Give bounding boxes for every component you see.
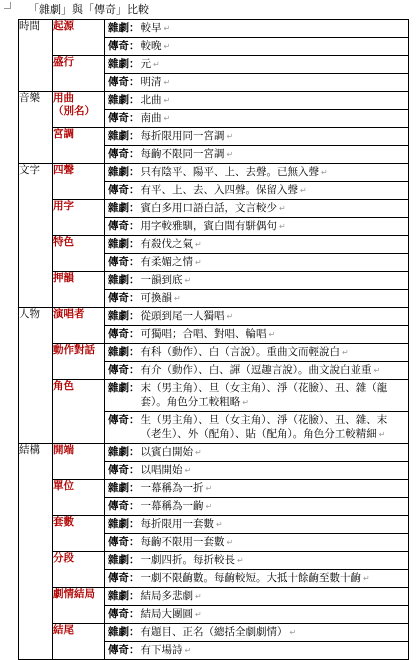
text-chuanqi: 生（男主角）、旦（女主角）、淨（花臉）、丑、雜、末（老生）、外（配角）、貼（配角）。角色分工較精細 ↵ [140, 414, 388, 440]
aspect-name: 結尾 [53, 624, 74, 636]
aspect-cell [53, 624, 105, 660]
aspect-name: 開端 [53, 444, 74, 456]
text-chuanqi: 結局大團圓 ↵ [140, 608, 202, 620]
table-row [19, 552, 409, 588]
category-cell: 文字 [19, 164, 53, 308]
zaju-line [105, 380, 408, 412]
label-zaju: 雜劇： [108, 590, 140, 602]
category-cell: 人物 [19, 308, 53, 444]
paragraph-mark: ↵ [242, 398, 249, 407]
content-cell [105, 56, 409, 92]
label-zaju: 雜劇： [108, 382, 140, 394]
chuanqi-line [105, 412, 408, 443]
label-chuanqi: 傳奇： [108, 572, 140, 584]
category-cell: 音樂 [19, 92, 53, 164]
content-cell [105, 92, 409, 128]
label-zaju: 雜劇： [108, 58, 140, 70]
paragraph-mark: ↵ [268, 330, 276, 339]
chuanqi-line [105, 570, 408, 587]
aspect-name: 起源 [53, 20, 74, 32]
aspect-cell [53, 444, 105, 480]
content-cell [105, 552, 409, 588]
table-row [19, 588, 409, 624]
aspect-cell [53, 308, 105, 344]
page-corner-mark [4, 2, 11, 9]
text-chuanqi: 有柔媚之情 ↵ [140, 256, 202, 268]
text-chuanqi: 明清 ↵ [140, 76, 171, 88]
chuanqi-line [105, 110, 408, 127]
table-row [19, 480, 409, 516]
aspect-name: 用字 [53, 200, 74, 212]
aspect-name: 押韻 [53, 272, 74, 284]
text-zaju: 只有陰平、陽平、上、去聲。已無入聲 ↵ [140, 166, 328, 178]
paragraph-mark: ↵ [163, 42, 171, 51]
text-chuanqi: 有介（動作）、白、諢（逗趣言說）。曲文說白並重 ↵ [140, 364, 381, 376]
chuanqi-line [105, 218, 408, 235]
table-row [19, 92, 409, 128]
label-zaju: 雜劇： [108, 626, 140, 638]
paragraph-mark: ↵ [321, 168, 328, 177]
aspect-name: 盛行 [53, 56, 74, 68]
aspect-name-alt: （別名） [53, 105, 95, 117]
table-row [19, 56, 409, 92]
label-chuanqi: 傳奇： [108, 414, 140, 426]
paragraph-mark: ↵ [342, 348, 349, 357]
aspect-cell [53, 56, 105, 92]
text-zaju: 末（男主角）、旦（女主角）、淨（花臉）、丑、雜（龍套）。角色分工較粗略 ↵ [140, 382, 388, 408]
document-title: 「雜劇」與「傳奇」比較 [28, 3, 149, 16]
table-row [19, 200, 409, 236]
text-zaju: 從頭到尾一人獨唱 ↵ [140, 310, 234, 322]
content-cell [105, 200, 409, 236]
aspect-cell [53, 92, 105, 128]
label-zaju: 雜劇： [108, 482, 140, 494]
paragraph-mark: ↵ [184, 276, 192, 285]
paragraph-mark: ↵ [184, 466, 192, 475]
paragraph-mark: ↵ [226, 538, 234, 547]
aspect-cell [53, 344, 105, 380]
chuanqi-line [105, 462, 408, 479]
paragraph-mark: ↵ [226, 312, 234, 321]
paragraph-mark: ↵ [205, 502, 213, 511]
paragraph-mark: ↵ [174, 294, 181, 303]
text-zaju: 較早 ↵ [140, 22, 171, 34]
table-row [19, 516, 409, 552]
content-cell [105, 308, 409, 344]
table-row [19, 272, 409, 308]
table-row [19, 444, 409, 480]
content-cell [105, 380, 409, 444]
paragraph-mark: ↵ [195, 258, 202, 267]
chuanqi-line [105, 642, 408, 659]
label-zaju: 雜劇： [108, 554, 140, 566]
aspect-cell [53, 588, 105, 624]
label-zaju: 雜劇： [108, 94, 140, 106]
label-zaju: 雜劇： [108, 274, 140, 286]
aspect-name: 動作對話 [53, 344, 95, 356]
table-row [19, 164, 409, 200]
text-chuanqi: 南曲 ↵ [140, 112, 171, 124]
aspect-name: 特色 [53, 236, 74, 248]
text-zaju: 一幕稱為一折 ↵ [140, 482, 213, 494]
zaju-line [105, 552, 408, 570]
text-zaju: 結局多悲劇 ↵ [140, 590, 202, 602]
content-cell [105, 624, 409, 660]
content-cell [105, 480, 409, 516]
aspect-cell [53, 164, 105, 200]
label-chuanqi: 傳奇： [108, 148, 140, 160]
aspect-name: 演唱者 [53, 308, 85, 320]
paragraph-mark: ↵ [195, 610, 202, 619]
aspect-name: 單位 [53, 480, 74, 492]
aspect-name: 分段 [53, 552, 74, 564]
label-chuanqi: 傳奇： [108, 500, 140, 512]
zaju-line [105, 164, 408, 182]
paragraph-mark: ↵ [279, 222, 286, 231]
aspect-name: 用曲 [53, 92, 74, 104]
zaju-line [105, 20, 408, 38]
label-zaju: 雜劇： [108, 166, 140, 178]
aspect-name: 四聲 [53, 164, 74, 176]
content-cell [105, 516, 409, 552]
zaju-line [105, 92, 408, 110]
aspect-cell [53, 516, 105, 552]
label-zaju: 雜劇： [108, 130, 140, 142]
paragraph-mark: ↵ [226, 150, 234, 159]
zaju-line [105, 624, 408, 642]
chuanqi-line [105, 254, 408, 271]
chuanqi-line [105, 74, 408, 91]
chuanqi-line [105, 290, 408, 307]
chuanqi-line [105, 534, 408, 551]
content-cell [105, 236, 409, 272]
aspect-cell [53, 380, 105, 444]
paragraph-mark: ↵ [216, 520, 223, 529]
text-zaju: 有殺伐之氣 ↵ [140, 238, 202, 250]
label-chuanqi: 傳奇： [108, 364, 140, 376]
aspect-cell [53, 128, 105, 164]
label-chuanqi: 傳奇： [108, 644, 140, 656]
paragraph-mark: ↵ [153, 60, 160, 69]
text-chuanqi: 有下場詩 ↵ [140, 644, 192, 656]
aspect-cell [53, 272, 105, 308]
category-cell: 時間 [19, 20, 53, 92]
paragraph-mark: ↵ [163, 114, 171, 123]
content-cell [105, 272, 409, 308]
paragraph-mark: ↵ [300, 186, 307, 195]
chuanqi-line [105, 182, 408, 199]
aspect-name: 劇情結局 [53, 588, 95, 600]
table-row [19, 344, 409, 380]
label-chuanqi: 傳奇： [108, 256, 140, 268]
text-chuanqi: 可換韻 ↵ [140, 292, 181, 304]
label-chuanqi: 傳奇： [108, 76, 140, 88]
table-row [19, 20, 409, 56]
label-chuanqi: 傳奇： [108, 608, 140, 620]
paragraph-mark: ↵ [237, 556, 244, 565]
table-row [19, 236, 409, 272]
zaju-line [105, 516, 408, 534]
paragraph-mark: ↵ [205, 484, 213, 493]
paragraph-mark: ↵ [195, 448, 202, 457]
comparison-table [18, 19, 409, 660]
table-row [19, 128, 409, 164]
paragraph-mark: ↵ [184, 646, 192, 655]
paragraph-mark: ↵ [163, 78, 171, 87]
content-cell [105, 444, 409, 480]
zaju-line [105, 480, 408, 498]
aspect-name: 角色 [53, 380, 74, 392]
zaju-line [105, 200, 408, 218]
aspect-cell [53, 552, 105, 588]
chuanqi-line [105, 498, 408, 515]
aspect-cell [53, 20, 105, 56]
content-cell [105, 344, 409, 380]
paragraph-mark: ↵ [195, 240, 202, 249]
chuanqi-line [105, 362, 408, 379]
paragraph-mark: ↵ [363, 574, 370, 583]
text-zaju: 賓白多用口語白話，文言較少 ↵ [140, 202, 286, 214]
label-zaju: 雜劇： [108, 518, 140, 530]
zaju-line [105, 588, 408, 606]
zaju-line [105, 236, 408, 254]
text-chuanqi: 以唱開始 ↵ [140, 464, 192, 476]
zaju-line [105, 128, 408, 146]
label-chuanqi: 傳奇： [108, 112, 140, 124]
chuanqi-line [105, 606, 408, 623]
text-chuanqi: 較晚 ↵ [140, 40, 171, 52]
aspect-cell [53, 236, 105, 272]
paragraph-mark: ↵ [195, 592, 202, 601]
text-chuanqi: 一幕稱為一齣 ↵ [140, 500, 213, 512]
paragraph-mark: ↵ [378, 430, 386, 439]
zaju-line [105, 308, 408, 326]
zaju-line [105, 56, 408, 74]
aspect-cell [53, 200, 105, 236]
label-zaju: 雜劇： [108, 202, 140, 214]
paragraph-mark: ↵ [226, 132, 234, 141]
label-zaju: 雜劇： [108, 238, 140, 250]
label-chuanqi: 傳奇： [108, 220, 140, 232]
paragraph-mark: ↵ [163, 24, 171, 33]
label-zaju: 雜劇： [108, 346, 140, 358]
content-cell [105, 128, 409, 164]
zaju-line [105, 272, 408, 290]
table-row [19, 308, 409, 344]
text-chuanqi: 可獨唱；合唱、對唱、輪唱 ↵ [140, 328, 276, 340]
text-chuanqi: 每齣不限同一宮調 ↵ [140, 148, 234, 160]
text-zaju: 有科（動作）、白（言說）。重曲文而輕說白 ↵ [140, 346, 349, 358]
paragraph-mark: ↵ [279, 204, 286, 213]
text-chuanqi: 用字較雅馴，賓白間有駢偶句 ↵ [140, 220, 286, 232]
content-cell [105, 20, 409, 56]
content-cell [105, 164, 409, 200]
label-chuanqi: 傳奇： [108, 184, 140, 196]
label-chuanqi: 傳奇： [108, 40, 140, 52]
chuanqi-line [105, 326, 408, 343]
text-chuanqi: 一劇不限齣數。每齣較短。大抵十餘齣至數十齣 ↵ [140, 572, 370, 584]
chuanqi-line [105, 38, 408, 55]
paragraph-mark: ↵ [373, 366, 381, 375]
label-zaju: 雜劇： [108, 310, 140, 322]
zaju-line [105, 344, 408, 362]
label-chuanqi: 傳奇： [108, 328, 140, 340]
chuanqi-line [105, 146, 408, 163]
aspect-cell [53, 480, 105, 516]
text-zaju: 以賓白開始 ↵ [140, 446, 202, 458]
label-zaju: 雜劇： [108, 22, 140, 34]
label-chuanqi: 傳奇： [108, 464, 140, 476]
content-cell [105, 588, 409, 624]
text-zaju: 北曲 ↵ [140, 94, 171, 106]
text-zaju: 每折限用同一宮調 ↵ [140, 130, 234, 142]
text-chuanqi: 有平、上、去、入四聲。保留入聲 ↵ [140, 184, 307, 196]
category-cell: 結構 [19, 444, 53, 660]
aspect-name: 套數 [53, 516, 74, 528]
text-chuanqi: 每齣不限用一套數 ↵ [140, 536, 234, 548]
text-zaju: 有題目、正名（總括全劇劇情） ↵ [140, 626, 297, 638]
label-chuanqi: 傳奇： [108, 292, 140, 304]
table-row [19, 624, 409, 660]
text-zaju: 一韻到底 ↵ [140, 274, 192, 286]
paragraph-mark: ↵ [289, 628, 297, 637]
table-row [19, 380, 409, 444]
label-zaju: 雜劇： [108, 446, 140, 458]
zaju-line [105, 444, 408, 462]
paragraph-mark: ↵ [163, 96, 171, 105]
text-zaju: 每折限用一套數 ↵ [140, 518, 223, 530]
aspect-name: 宮調 [53, 128, 74, 140]
label-chuanqi: 傳奇： [108, 536, 140, 548]
text-zaju: 一劇四折。每折較長 ↵ [140, 554, 244, 566]
text-zaju: 元 ↵ [140, 58, 160, 70]
